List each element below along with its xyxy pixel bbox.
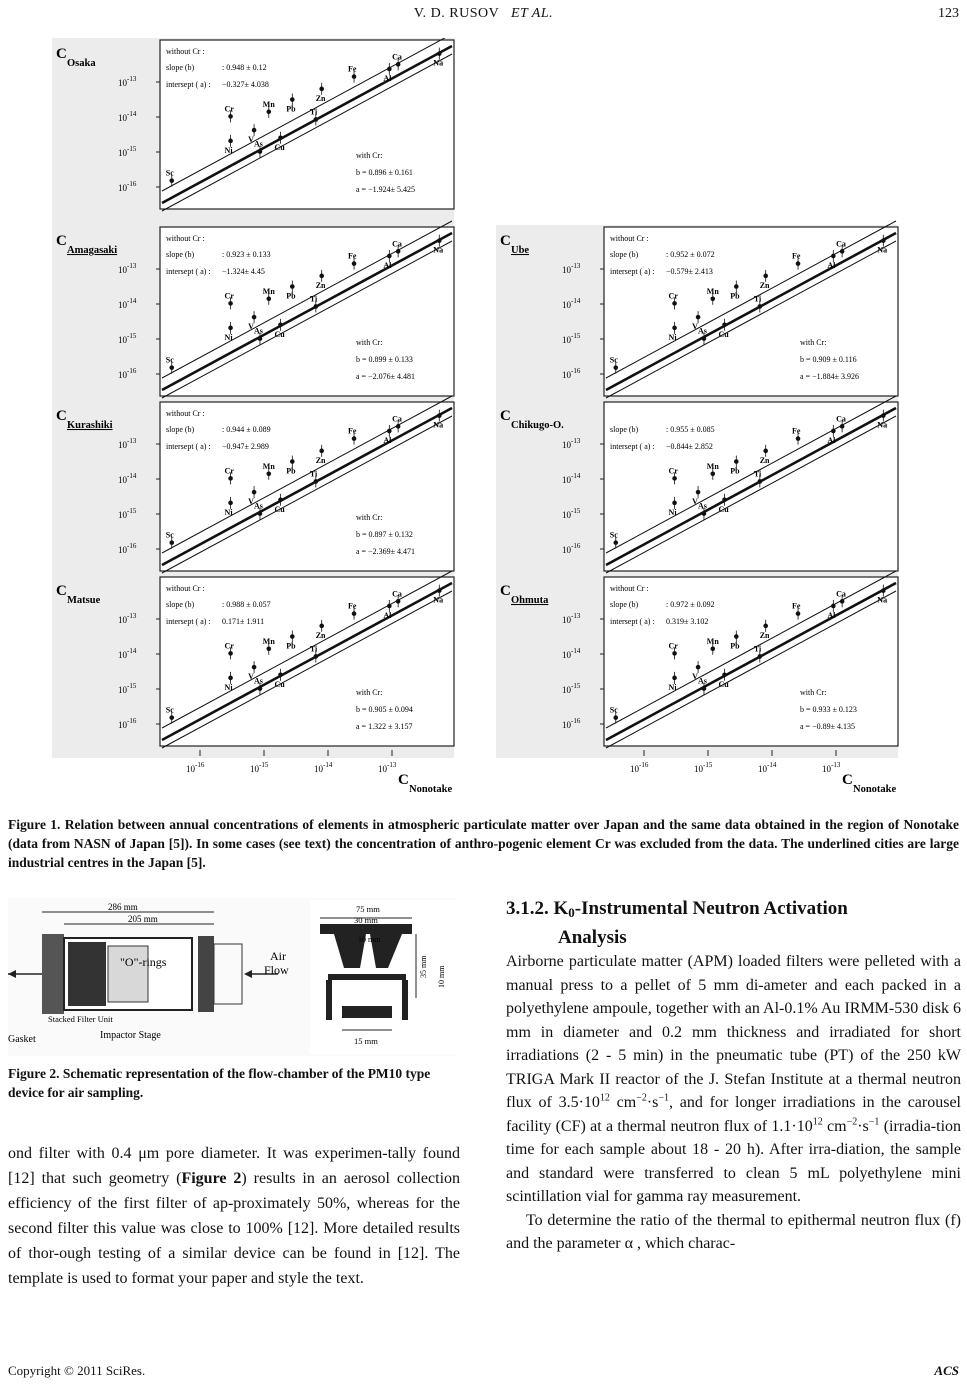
- element-label: Pb: [730, 641, 740, 651]
- without-cr-title: without Cr :: [166, 47, 205, 56]
- with-cr-a: a = 1.322 ± 3.157: [356, 722, 413, 731]
- slope-label: slope (b): [610, 250, 639, 259]
- y-tick-label: $10^{-14}$: [562, 297, 581, 310]
- intersept-value: 0.171± 1.911: [222, 617, 265, 626]
- element-label: Ni: [668, 507, 677, 517]
- element-label: Fe: [792, 251, 801, 261]
- dim-10a: 10 mm: [358, 935, 381, 944]
- without-cr-title: without Cr :: [610, 234, 649, 243]
- element-label: Na: [433, 245, 444, 255]
- element-label: Cu: [274, 679, 285, 689]
- city-label: Chikugo-O.: [511, 420, 564, 431]
- slope-label: slope (b): [610, 425, 639, 434]
- element-label: Sc: [165, 355, 174, 365]
- element-label: Pb: [286, 291, 296, 301]
- element-label: Mn: [706, 461, 719, 471]
- element-label: Ca: [392, 414, 402, 424]
- left-column-text: [8, 1141, 460, 1291]
- intersept-label: intersept ( a) :: [610, 617, 655, 626]
- journal-name: ACS: [934, 1363, 959, 1378]
- element-label: As: [253, 501, 263, 511]
- element-label: Na: [877, 245, 888, 255]
- intersept-label: intersept ( a) :: [610, 267, 655, 276]
- y-tick-label: $10^{-14}$: [118, 110, 137, 123]
- y-tick-label: $10^{-15}$: [118, 682, 137, 695]
- slope-value: : 0.944 ± 0.089: [222, 425, 271, 434]
- dim-15: 15 mm: [354, 1036, 378, 1046]
- element-label: Fe: [792, 601, 801, 611]
- with-cr-b: b = 0.909 ± 0.116: [800, 355, 857, 364]
- with-cr-b: b = 0.933 ± 0.123: [800, 705, 857, 714]
- element-label: Zn: [315, 455, 326, 465]
- x-tick-label: $10^{-15}$: [694, 761, 713, 774]
- element-label: Sc: [609, 355, 618, 365]
- air-flow-label-2: Flow: [264, 963, 289, 977]
- element-label: Mn: [262, 99, 275, 109]
- without-cr-title: without Cr :: [166, 409, 205, 418]
- with-cr-b: b = 0.905 ± 0.094: [356, 705, 413, 714]
- slope-label: slope (b): [166, 425, 195, 434]
- footer: [8, 1363, 959, 1379]
- x-tick-label: $10^{-13}$: [822, 761, 841, 774]
- city-label: Ohmuta: [511, 595, 549, 606]
- slope-label: slope (b): [166, 250, 195, 259]
- o-rings-label: "O"-rings: [120, 955, 167, 969]
- element-label: Ti: [753, 294, 762, 304]
- with-cr-a: a = −2.076± 4.481: [356, 372, 415, 381]
- y-tick-label: $10^{-16}$: [562, 717, 581, 730]
- x-tick-label: $10^{-16}$: [630, 761, 649, 774]
- impactor-label: Impactor Stage: [100, 1030, 161, 1041]
- city-label: Osaka: [67, 58, 96, 69]
- dim-75: 75 mm: [356, 904, 380, 914]
- y-axis-prefix: C: [56, 233, 67, 249]
- element-label: Sc: [165, 705, 174, 715]
- element-label: Cr: [668, 466, 678, 476]
- gasket-label: Gasket: [8, 1034, 36, 1045]
- intersept-value: −0.579± 2.413: [666, 267, 713, 276]
- slope-value: : 0.955 ± 0.085: [666, 425, 715, 434]
- with-cr-title: with Cr:: [356, 151, 383, 160]
- element-label: Pb: [286, 466, 296, 476]
- x-axis-prefix: C: [842, 772, 853, 788]
- element-label: Fe: [792, 426, 801, 436]
- element-label: Sc: [609, 705, 618, 715]
- y-tick-label: $10^{-13}$: [562, 612, 581, 625]
- x-tick-label: $10^{-13}$: [378, 761, 397, 774]
- element-label: Na: [433, 595, 444, 605]
- intersept-value: −0.947± 2.989: [222, 442, 269, 451]
- y-axis-prefix: C: [56, 408, 67, 424]
- element-label: Ca: [392, 589, 402, 599]
- y-tick-label: $10^{-13}$: [118, 262, 137, 275]
- element-label: Na: [433, 420, 444, 430]
- y-tick-label: $10^{-16}$: [562, 367, 581, 380]
- element-label: Ca: [392, 239, 402, 249]
- element-label: Ni: [224, 332, 233, 342]
- element-label: Ti: [309, 107, 318, 117]
- element-label: Cu: [274, 142, 285, 152]
- without-cr-title: without Cr :: [166, 234, 205, 243]
- element-label: Cu: [718, 679, 729, 689]
- air-flow-label-1: Air: [270, 949, 286, 963]
- without-cr-title: without Cr :: [610, 584, 649, 593]
- y-tick-label: $10^{-16}$: [562, 542, 581, 555]
- element-label: Zn: [315, 280, 326, 290]
- element-label: Ca: [836, 239, 846, 249]
- element-label: Zn: [759, 455, 770, 465]
- element-label: Cr: [224, 104, 234, 114]
- element-label: Al: [827, 610, 836, 620]
- y-tick-label: $10^{-16}$: [118, 367, 137, 380]
- element-label: Pb: [286, 104, 296, 114]
- y-tick-label: $10^{-13}$: [118, 437, 137, 450]
- x-tick-label: $10^{-14}$: [758, 761, 777, 774]
- element-label: Ni: [668, 332, 677, 342]
- element-label: Al: [383, 73, 392, 83]
- y-tick-label: $10^{-13}$: [118, 75, 137, 88]
- with-cr-b: b = 0.896 ± 0.161: [356, 168, 413, 177]
- element-label: V: [692, 497, 698, 507]
- slope-value: : 0.923 ± 0.133: [222, 250, 271, 259]
- element-label: As: [253, 676, 263, 686]
- with-cr-b: b = 0.897 ± 0.132: [356, 530, 413, 539]
- y-axis-prefix: C: [56, 583, 67, 599]
- slope-value: : 0.952 ± 0.072: [666, 250, 715, 259]
- element-label: Ca: [836, 589, 846, 599]
- y-tick-label: $10^{-14}$: [118, 472, 137, 485]
- intersept-label: intersept ( a) :: [166, 80, 211, 89]
- dim-10b: 10 mm: [437, 965, 446, 988]
- with-cr-title: with Cr:: [800, 338, 827, 347]
- element-label: Ti: [753, 644, 762, 654]
- x-axis-label: Nonotake: [409, 784, 453, 795]
- with-cr-a: a = −0.89± 4.135: [800, 722, 855, 731]
- element-label: Ti: [309, 469, 318, 479]
- with-cr-a: a = −1.884± 3.926: [800, 372, 859, 381]
- slope-value: : 0.972 ± 0.092: [666, 600, 715, 609]
- element-label: Sc: [165, 168, 174, 178]
- with-cr-b: b = 0.899 ± 0.133: [356, 355, 413, 364]
- dim-205: 205 mm: [128, 914, 158, 924]
- element-label: Pb: [730, 466, 740, 476]
- element-label: Ni: [668, 682, 677, 692]
- element-label: As: [253, 326, 263, 336]
- element-label: Mn: [262, 636, 275, 646]
- element-label: Cu: [274, 504, 285, 514]
- intersept-value: −1.324± 4.45: [222, 267, 265, 276]
- element-label: Cu: [718, 504, 729, 514]
- element-label: Cr: [224, 641, 234, 651]
- slope-label: slope (b): [166, 63, 195, 72]
- element-label: Cr: [224, 466, 234, 476]
- x-axis-prefix: C: [398, 772, 409, 788]
- city-label: Kurashiki: [67, 420, 113, 431]
- element-label: Na: [877, 595, 888, 605]
- element-label: Ti: [309, 644, 318, 654]
- element-label: V: [248, 672, 254, 682]
- element-label: Cu: [718, 329, 729, 339]
- with-cr-a: a = −2.369± 4.471: [356, 547, 415, 556]
- figure-1-caption: Figure 1. Relation between annual concentrations of elements in atmospheric particulate matter over Japan and the same data obtained in the region of Nonotake (data from NASN of Japan [5]). In some cases (see text) the concentration of anthro-pogenic element Cr was excluded from the data. The underlined cities are large industrial centres in the Japan [5].: [8, 817, 959, 870]
- intersept-label: intersept ( a) :: [610, 442, 655, 451]
- element-label: Fe: [348, 426, 357, 436]
- element-label: Zn: [759, 630, 770, 640]
- element-label: Ni: [224, 682, 233, 692]
- element-label: Ti: [753, 469, 762, 479]
- header-etal: ET AL.: [510, 6, 554, 21]
- y-tick-label: $10^{-15}$: [118, 507, 137, 520]
- with-cr-title: with Cr:: [356, 513, 383, 522]
- element-label: Pb: [730, 291, 740, 301]
- element-label: As: [697, 676, 707, 686]
- figure-2-ref[interactable]: Figure 2: [181, 1170, 242, 1187]
- element-label: Na: [877, 420, 888, 430]
- element-label: Zn: [759, 280, 770, 290]
- y-tick-label: $10^{-16}$: [118, 542, 137, 555]
- running-header: [0, 6, 967, 26]
- element-label: Cu: [274, 329, 285, 339]
- copyright: Copyright © 2011 SciRes.: [8, 1363, 146, 1378]
- stacked-filter-label: Stacked Filter Unit: [48, 1014, 113, 1024]
- element-label: Mn: [262, 461, 275, 471]
- city-label: Matsue: [67, 595, 101, 606]
- element-label: As: [697, 326, 707, 336]
- element-label: Ca: [836, 414, 846, 424]
- right-para-1: Airborne particulate matter (APM) loaded filters were pelleted with a manual press to a pellet of 5 mm di-ameter and each packed in a polyethylene ampoule, together with an Al-0.1% Au IRMM-530 disk 6 mm in diameter and 0.2 mm thickness and irradiated for short irradiations (2 - 5 min) in the pneumatic tube (PT) of the 250 kW TRIGA Mark II reactor of the J. Stefan Institute at a thermal neutron flux of $3.5\cdot 10^{12}$ $cm^{-2}\cdot s^{-1}$, and for longer irradiations in the carousel facility (CF) at a thermal neutron flux of $1.1\cdot 10^{12}$ $cm^{-2}\cdot s^{-1}$ (irradia-tion time for each sample about 18 - 20 h). After irra-diation, the sample and standard were transferred to clean 5 mL polyethylene mini scintillation vial for gamma ray measurement.: [506, 953, 962, 1205]
- x-tick-label: $10^{-14}$: [314, 761, 333, 774]
- element-label: Sc: [165, 530, 174, 540]
- element-label: Ca: [392, 52, 402, 62]
- element-label: Pb: [286, 641, 296, 651]
- y-axis-prefix: C: [500, 408, 511, 424]
- element-label: V: [692, 322, 698, 332]
- element-label: Mn: [262, 286, 275, 296]
- city-label: Ube: [511, 245, 530, 256]
- element-label: Na: [433, 58, 444, 68]
- element-label: Sc: [609, 530, 618, 540]
- intersept-label: intersept ( a) :: [166, 617, 211, 626]
- y-tick-label: $10^{-16}$: [118, 717, 137, 730]
- intersept-label: intersept ( a) :: [166, 442, 211, 451]
- right-para-2: To determine the ratio of the thermal to epithermal neutron flux (f) and the parameter α , which charac-: [506, 1211, 961, 1252]
- with-cr-title: with Cr:: [356, 338, 383, 347]
- page-number: 123: [938, 6, 959, 21]
- y-tick-label: $10^{-15}$: [562, 682, 581, 695]
- element-label: Al: [383, 260, 392, 270]
- element-label: Cr: [668, 641, 678, 651]
- section-heading: 3.1.2. $K_0$-Instrumental Neutron Activation Analysis: [506, 898, 848, 948]
- element-label: Al: [827, 435, 836, 445]
- element-label: Al: [827, 260, 836, 270]
- x-axis-label: Nonotake: [853, 784, 897, 795]
- element-label: Mn: [706, 286, 719, 296]
- x-tick-label: $10^{-15}$: [250, 761, 269, 774]
- y-tick-label: $10^{-14}$: [118, 647, 137, 660]
- impactor-detail: [310, 900, 456, 1054]
- element-label: V: [692, 672, 698, 682]
- element-label: Cr: [224, 291, 234, 301]
- intersept-value: −0.844± 2.852: [666, 442, 713, 451]
- figure-1: [52, 38, 912, 798]
- y-tick-label: $10^{-15}$: [562, 332, 581, 345]
- figure-2: [8, 898, 456, 1056]
- y-tick-label: $10^{-14}$: [562, 647, 581, 660]
- element-label: Fe: [348, 251, 357, 261]
- with-cr-title: with Cr:: [800, 688, 827, 697]
- y-tick-label: $10^{-16}$: [118, 180, 137, 193]
- slope-value: : 0.948 ± 0.12: [222, 63, 267, 72]
- element-label: Ni: [224, 145, 233, 155]
- element-label: Mn: [706, 636, 719, 646]
- dim-286: 286 mm: [108, 902, 138, 912]
- slope-label: slope (b): [166, 600, 195, 609]
- element-label: Ni: [224, 507, 233, 517]
- element-label: Zn: [315, 630, 326, 640]
- with-cr-title: with Cr:: [356, 688, 383, 697]
- dim-30: 30 mm: [354, 915, 378, 925]
- right-column-text: [506, 896, 961, 1256]
- y-tick-label: $10^{-13}$: [562, 437, 581, 450]
- intersept-value: 0.319± 3.102: [666, 617, 709, 626]
- element-label: Al: [383, 610, 392, 620]
- element-label: As: [697, 501, 707, 511]
- y-axis-prefix: C: [500, 233, 511, 249]
- without-cr-title: without Cr :: [166, 584, 205, 593]
- element-label: Cr: [668, 291, 678, 301]
- element-label: Zn: [315, 93, 326, 103]
- element-label: V: [248, 322, 254, 332]
- with-cr-a: a = −1.924± 5.425: [356, 185, 415, 194]
- element-label: Fe: [348, 601, 357, 611]
- y-tick-label: $10^{-15}$: [118, 332, 137, 345]
- element-label: Al: [383, 435, 392, 445]
- y-tick-label: $10^{-14}$: [118, 297, 137, 310]
- y-axis-prefix: C: [56, 46, 67, 62]
- intersept-label: intersept ( a) :: [166, 267, 211, 276]
- element-label: Fe: [348, 64, 357, 74]
- y-tick-label: $10^{-15}$: [118, 145, 137, 158]
- element-label: V: [248, 135, 254, 145]
- slope-value: : 0.988 ± 0.057: [222, 600, 271, 609]
- city-label: Amagasaki: [67, 245, 118, 256]
- slope-label: slope (b): [610, 600, 639, 609]
- element-label: V: [248, 497, 254, 507]
- left-para-b: ) results in an aerosol collection efficiency of the first filter of ap-proximately 50%, whereas for the second filter this value was close to 100% [12]. More detailed results of thor-ough testing of a similar device can be found in [12]. The template is used to format your paper and style the text.: [8, 1170, 461, 1287]
- y-tick-label: $10^{-13}$: [562, 262, 581, 275]
- header-authors: V. D. RUSOV: [413, 6, 499, 21]
- y-axis-prefix: C: [500, 583, 511, 599]
- element-label: As: [253, 139, 263, 149]
- intersept-value: −0.327± 4.038: [222, 80, 269, 89]
- x-tick-label: $10^{-16}$: [186, 761, 205, 774]
- element-label: Ti: [309, 294, 318, 304]
- dim-35: 35 mm: [419, 955, 428, 978]
- left-para-a: ond filter with 0.4 μm pore diameter. It was experimen-tally found [12] that such geometry (: [8, 1145, 460, 1187]
- y-tick-label: $10^{-13}$: [118, 612, 137, 625]
- y-tick-label: $10^{-14}$: [562, 472, 581, 485]
- y-tick-label: $10^{-15}$: [562, 507, 581, 520]
- figure-2-caption: Figure 2. Schematic representation of the flow-chamber of the PM10 type device for air sampling.: [8, 1066, 431, 1100]
